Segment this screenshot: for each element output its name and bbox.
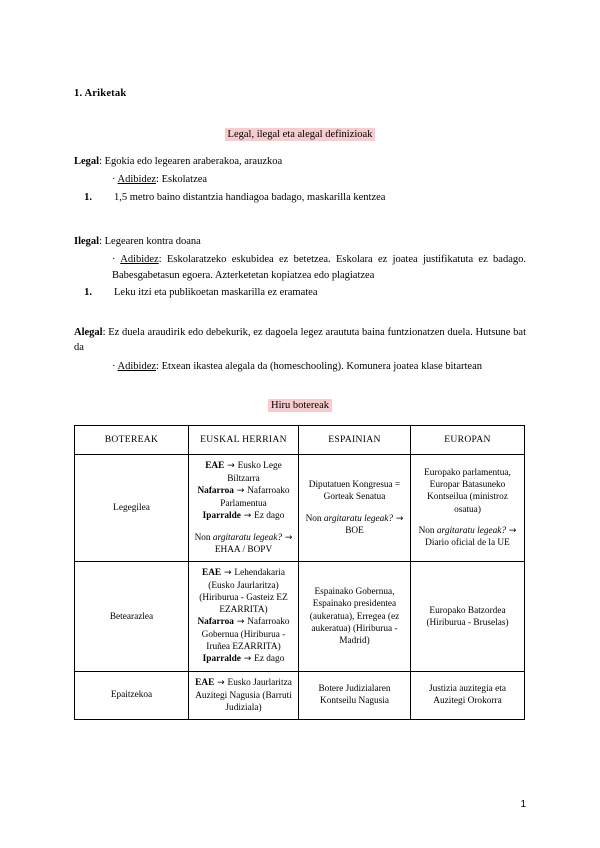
- arrow-icon: →: [506, 525, 517, 536]
- cell-power-name: Betearazlea: [75, 562, 189, 671]
- cell-term: EAE: [195, 677, 215, 688]
- cell-power-name: Legegilea: [75, 455, 189, 562]
- spacer: [74, 303, 526, 325]
- spacer: [74, 376, 526, 400]
- cell-line: Europako parlamentua, Europar Batasuneko Kontseilua (ministroz osatua): [424, 468, 511, 515]
- spacer: [74, 208, 526, 234]
- arrow-icon: →: [233, 486, 248, 497]
- bullet-marker: ·: [112, 360, 116, 372]
- definitions-heading: [74, 129, 526, 140]
- column-header-espainian: ESPAINIAN: [299, 426, 411, 455]
- powers-table: [74, 425, 525, 719]
- definition-ilegal-term: Ilegal: [74, 235, 100, 247]
- cell-line: Nafarroa → Nafarroako Gobernua (Hiriburua - Iruñea EZARRITA): [197, 617, 290, 653]
- definition-legal-term: Legal: [74, 156, 100, 167]
- cell-line: Non argitaratu legeak? → BOE: [305, 513, 404, 537]
- arrow-icon: →: [282, 532, 293, 543]
- definition-alegal-example: [74, 359, 526, 375]
- cell-term: EAE: [205, 461, 225, 472]
- definition-ilegal-example: [74, 252, 526, 284]
- table-body: [75, 455, 525, 719]
- cell-euskal-herrian: [189, 562, 299, 671]
- cell-line: Europako Batzordea (Hiriburua - Bruselas): [426, 605, 509, 628]
- cell-europan: [411, 562, 525, 671]
- cell-term: Iparralde: [202, 510, 241, 521]
- arrow-icon: →: [221, 568, 235, 579]
- definition-ilegal-text: : Legearen kontra doana: [99, 235, 201, 247]
- definition-legal-item-1: [74, 190, 526, 206]
- cell-question: argitaratu legeak?: [323, 513, 394, 524]
- definitions-heading-text: Legal, ilegal eta alegal definizioak: [225, 128, 376, 141]
- table-row: [75, 671, 525, 719]
- cell-term: EAE: [202, 568, 222, 579]
- cell-line: Diputatuen Kongresua = Gorteak Senatua: [308, 480, 401, 503]
- cell-line: Iparralde → Ez dago: [202, 510, 285, 521]
- list-number: 1.: [84, 191, 92, 203]
- definition-ilegal: [74, 234, 526, 249]
- cell-spacer: [193, 523, 294, 532]
- cell-line: Espainako Gobernua, Espainako presidentea (aukeratua), Erregea (ez aukeratua) (Hiriburua - Madrid): [309, 587, 400, 646]
- arrow-icon: →: [224, 461, 238, 472]
- cell-line: Non argitaratu legeak? → Diario oficial de la UE: [418, 525, 517, 549]
- list-item-text: 1,5 metro baino distantzia handiagoa badago, maskarilla kentzea: [114, 191, 386, 203]
- cell-spacer: [415, 516, 520, 525]
- cell-line: EAE → Lehendakaria (Eusko Jaurlaritza) (Hiriburua - Gasteiz EZ EZARRITA): [199, 568, 288, 616]
- cell-question-lead: Non: [418, 525, 437, 536]
- cell-line: Non argitaratu legeak? → EHAA / BOPV: [194, 532, 293, 556]
- cell-question-lead: Non: [305, 513, 324, 524]
- adibidez-text: : Eskolatzea: [156, 174, 208, 186]
- cell-term: Iparralde: [202, 654, 241, 665]
- definition-alegal: [74, 325, 526, 355]
- adibidez-text: : Etxean ikastea alegala da (homeschooling). Komunera joatea klase bitartean: [156, 360, 482, 372]
- definition-legal-text: : Egokia edo legearen araberakoa, arauzkoa: [99, 156, 283, 167]
- cell-espainian: [299, 562, 411, 671]
- table-row: [75, 562, 525, 671]
- cell-euskal-herrian: [189, 455, 299, 562]
- cell-euskal-herrian: [189, 671, 299, 719]
- definition-ilegal-item-1: [74, 285, 526, 301]
- bullet-marker: ·: [112, 253, 116, 265]
- cell-europan: [411, 455, 525, 562]
- page-title: 1. Ariketak: [74, 88, 127, 99]
- definition-legal: [74, 154, 526, 169]
- cell-europan: [411, 671, 525, 719]
- column-header-europan: EUROPAN: [411, 426, 525, 455]
- definition-alegal-term: Alegal: [74, 327, 103, 339]
- cell-term: Nafarroa: [197, 617, 234, 628]
- arrow-icon: →: [240, 654, 255, 665]
- cell-power-name: Epaitzekoa: [75, 671, 189, 719]
- cell-spacer: [303, 504, 406, 513]
- column-header-euskal-herrian: EUSKAL HERRIAN: [189, 426, 299, 455]
- adibidez-label: Adibidez: [117, 174, 157, 186]
- cell-espainian: [299, 671, 411, 719]
- cell-line: Iparralde → Ez dago: [202, 654, 285, 665]
- arrow-icon: →: [393, 513, 404, 524]
- arrow-icon: →: [214, 677, 228, 688]
- table-heading-text: Hiru botereak: [268, 399, 332, 412]
- cell-line: Botere Judizialaren Kontseilu Nagusia: [318, 684, 391, 707]
- cell-line: Nafarroa → Nafarroako Parlamentua: [197, 486, 290, 509]
- column-header-boterak: BOTEREAK: [75, 426, 189, 455]
- cell-line: EAE → Eusko Jaurlaritza Auzitegi Nagusia (Barruti Judiziala): [195, 677, 292, 713]
- table-header-row: [75, 426, 525, 455]
- cell-espainian: [299, 455, 411, 562]
- definition-alegal-text: : Ez duela araudirik edo debekurik, ez dagoela legez araututa baina funtzionatzen duela. Hutsune bat da: [74, 327, 526, 354]
- page-number: 1: [520, 799, 526, 810]
- arrow-icon: →: [233, 617, 248, 628]
- definition-legal-example: [74, 172, 526, 188]
- cell-line: EAE → Eusko Lege Biltzarra: [205, 461, 282, 485]
- bullet-marker: ·: [112, 174, 116, 186]
- cell-question: argitaratu legeak?: [436, 525, 507, 536]
- cell-line: Justizia auzitegia eta Auzitegi Orokorra: [429, 684, 506, 707]
- arrow-icon: →: [240, 510, 255, 521]
- list-number: 1.: [84, 287, 92, 299]
- adibidez-label: Adibidez: [120, 253, 159, 265]
- table-heading: [74, 400, 526, 411]
- table-row: [75, 455, 525, 562]
- cell-question-lead: Non: [194, 532, 213, 543]
- cell-question: argitaratu legeak?: [212, 532, 283, 543]
- cell-term: Nafarroa: [197, 486, 234, 497]
- adibidez-text: : Eskolaratzeko eskubidea ez betetzea. Eskolara ez joatea justifikatuta ez badago. Babesgabetasun egoera. Azterketetan kopiatzea edo plagiatzea: [112, 253, 526, 281]
- list-item-text: Leku itzi eta publikoetan maskarilla ez eramatea: [114, 287, 318, 299]
- adibidez-label: Adibidez: [117, 360, 157, 372]
